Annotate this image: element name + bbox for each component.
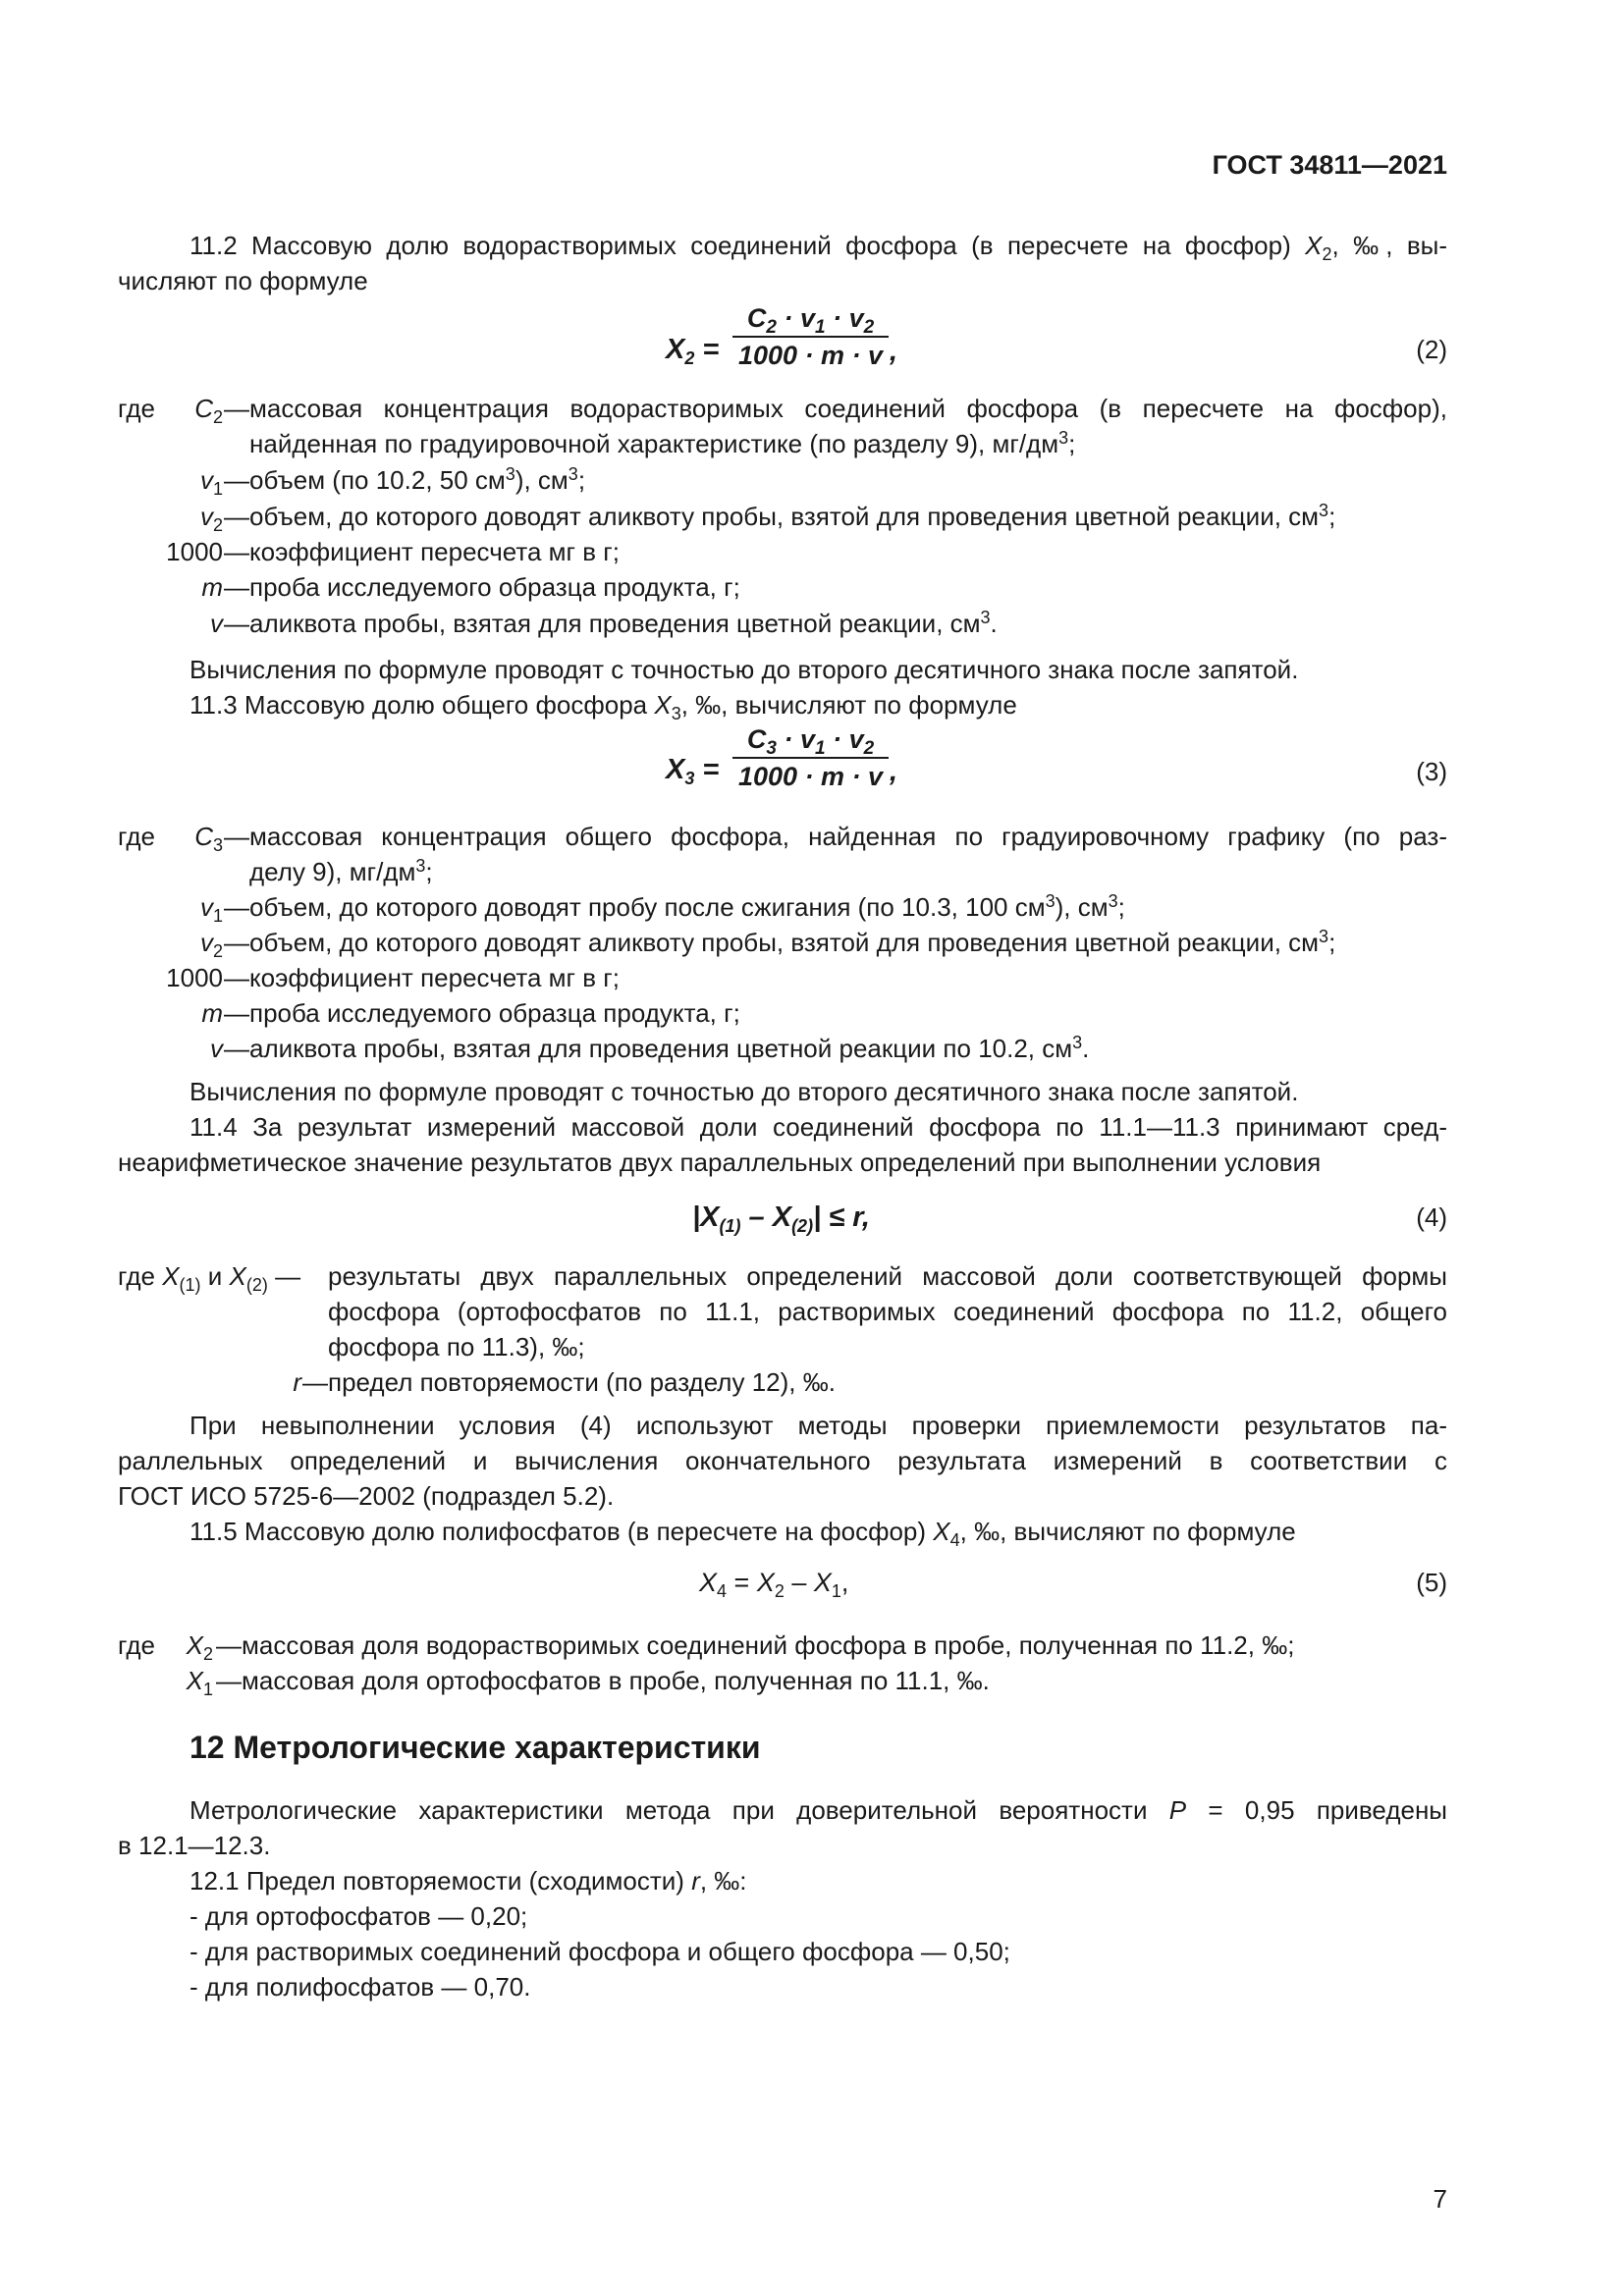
symbol-v: v <box>210 1034 223 1063</box>
v2-description: объем, до которого доводят аликвоту пробы, взятой для проведения цветной реакции, $см^3$; <box>249 927 1336 957</box>
document-number: ГОСТ 34811—2021 <box>1212 150 1447 180</box>
x1-x2-description-line2: фосфора (ортофосфатов по 11.1, растворимых соединений фосфора по 11.2, общего <box>328 1297 1447 1326</box>
symbol-v2: $v_2$ <box>199 502 223 535</box>
c3-description-line2: делу 9), $мг/дм^3$; <box>249 856 433 886</box>
m-description: проба исследуемого образца продукта, г; <box>249 572 740 602</box>
list-item: - для растворимых соединений фосфора и общего фосфора — 0,50; <box>189 1937 1010 1966</box>
symbol-v2: $v_2$ <box>199 928 223 961</box>
dash: — <box>224 998 249 1028</box>
coefficient-description: коэффициент пересчета мг в г; <box>249 963 620 992</box>
calculation-note: Вычисления по формуле проводят с точностью до второго десятичного знака после запятой. <box>189 655 1299 684</box>
formula-2-numerator: $C_2 \cdot v_1 \cdot v_2$ <box>746 303 875 338</box>
symbol-x2: $X_2$ <box>186 1630 213 1664</box>
formula-2-comma: , <box>890 336 898 367</box>
calculation-note: Вычисления по формуле проводят с точностью до второго десятичного знака после запятой. <box>189 1077 1299 1106</box>
x1-description: массовая доля ортофосфатов в пробе, полученная по 11.1, ‰. <box>242 1666 990 1695</box>
symbol-c3: $C_3$ <box>194 822 223 855</box>
x1-x2-description-line1: результаты двух параллельных определений массовой доли соответствующей формы <box>328 1261 1447 1291</box>
formula-3-fraction <box>732 723 889 792</box>
where-label: где <box>118 1630 155 1660</box>
symbol-x1: $X_1$ <box>186 1666 213 1699</box>
v2-description: объем, до которого доводят аликвоту пробы, взятой для проведения цветной реакции, $см^3$; <box>249 501 1336 531</box>
dash: — <box>224 537 249 566</box>
formula-2-denominator: 1000 · m · v <box>738 341 884 370</box>
c2-description-line1: массовая концентрация водорастворимых соединений фосфора (в пересчете на фосфор), <box>249 394 1447 423</box>
formula-4: $|X_{(1)} - X_{(2)}| \le r$, <box>692 1201 870 1236</box>
formula-3-numerator: $C_3 \cdot v_1 \cdot v_2$ <box>746 724 875 759</box>
m-description: проба исследуемого образца продукта, г; <box>249 998 740 1028</box>
dash: — <box>224 928 249 957</box>
formula-4-number: (4) <box>1416 1202 1447 1232</box>
dash: — <box>224 892 249 922</box>
v-description: аликвота пробы, взятая для проведения цветной реакции, $см^3$. <box>249 608 998 638</box>
paragraph-11-2-line2: числяют по формуле <box>118 266 368 295</box>
symbol-r: r <box>293 1367 301 1397</box>
c3-description-line1: массовая концентрация общего фосфора, найденная по градуировочному графику (по раз- <box>249 822 1447 851</box>
formula-3-lhs: $X_3$ = <box>666 754 720 788</box>
paragraph-fail-line1: При невыполнении условия (4) используют методы проверки приемлемости результатов па- <box>189 1411 1447 1440</box>
dash: — <box>224 502 249 531</box>
dash: — <box>224 822 249 851</box>
coefficient-description: коэффициент пересчета мг в г; <box>249 537 620 566</box>
x2-description: массовая доля водорастворимых соединений фосфора в пробе, полученная по 11.2, ‰; <box>242 1630 1295 1660</box>
paragraph-12-1: 12.1 Предел повторяемости (сходимости) r, ‰: <box>189 1866 747 1896</box>
formula-3-number: (3) <box>1416 757 1447 786</box>
formula-2-number: (2) <box>1416 335 1447 364</box>
symbol-1000: 1000 <box>166 537 223 566</box>
formula-2-fraction <box>732 302 889 371</box>
where-label: где <box>118 394 155 423</box>
formula-2-lhs: $X_2$ = <box>666 334 720 368</box>
symbol-v: v <box>210 609 223 638</box>
dash: — <box>224 465 249 495</box>
x1-x2-description-line3: фосфора по 11.3), ‰; <box>328 1332 585 1362</box>
list-item: - для полифосфатов — 0,70. <box>189 1972 531 2002</box>
formula-5-number: (5) <box>1416 1568 1447 1597</box>
paragraph-11-4-line1: 11.4 За результат измерений массовой доли соединений фосфора по 11.1—11.3 принимают сред- <box>189 1112 1447 1142</box>
dash: — <box>224 1034 249 1063</box>
v-description: аликвота пробы, взятая для проведения цветной реакции по 10.2, $см^3$. <box>249 1033 1090 1063</box>
paragraph-11-3: 11.3 Массовую долю общего фосфора $X_3$, ‰, вычисляют по формуле <box>189 690 1017 723</box>
dash: — <box>224 394 249 423</box>
symbol-v1: $v_1$ <box>199 465 223 499</box>
paragraph-fail-line2: раллельных определений и вычисления окончательного результата измерений в соответствии с <box>118 1446 1447 1475</box>
formula-3-denominator: 1000 · m · v <box>738 762 884 791</box>
dash: — <box>216 1666 242 1695</box>
where-x1-x2-label: где $X_{(1)}$ и $X_{(2)}$ — <box>118 1261 301 1295</box>
symbol-m: m <box>201 998 223 1028</box>
where-label: где <box>118 822 155 851</box>
dash: — <box>224 963 249 992</box>
dash: — <box>224 609 249 638</box>
symbol-c2: $C_2$ <box>194 394 223 427</box>
paragraph-11-2-line1: 11.2 Массовую долю водорастворимых соединений фосфора (в пересчете на фосфор) $X_2$, ‰, вы- <box>189 231 1447 264</box>
formula-5: $X_4 = X_2 - X_1$, <box>699 1568 849 1601</box>
paragraph-11-4-line2: неарифметическое значение результатов двух параллельных определений при выполнении условия <box>118 1148 1322 1177</box>
symbol-v1: $v_1$ <box>199 892 223 926</box>
section-12-intro-line1: Метрологические характеристики метода при доверительной вероятности P = 0,95 приведены <box>189 1795 1447 1825</box>
formula-3-comma: , <box>890 756 898 787</box>
list-item: - для ортофосфатов — 0,20; <box>189 1901 528 1931</box>
symbol-m: m <box>201 572 223 602</box>
paragraph-fail-line3: ГОСТ ИСО 5725-6—2002 (подраздел 5.2). <box>118 1481 615 1511</box>
dash: — <box>302 1367 328 1397</box>
page-number: 7 <box>1433 2184 1447 2214</box>
paragraph-11-5: 11.5 Массовую долю полифосфатов (в пересчете на фосфор) $X_4$, ‰, вычисляют по формуле <box>189 1517 1296 1550</box>
dash: — <box>224 572 249 602</box>
section-12-intro-line2: в 12.1—12.3. <box>118 1831 271 1860</box>
symbol-1000: 1000 <box>166 963 223 992</box>
c2-description-line2: найденная по градуировочной характеристике (по разделу 9), $мг/дм^3$; <box>249 428 1076 458</box>
dash: — <box>216 1630 242 1660</box>
r-description: предел повторяемости (по разделу 12), ‰. <box>328 1367 836 1397</box>
v1-description: объем, до которого доводят пробу после сжигания (по 10.3, 100 $см^3$), $см^3$; <box>249 891 1125 922</box>
section-12-title: 12 Метрологические характеристики <box>189 1730 761 1765</box>
v1-description: объем (по 10.2, 50 $см^3$), $см^3$; <box>249 464 586 495</box>
